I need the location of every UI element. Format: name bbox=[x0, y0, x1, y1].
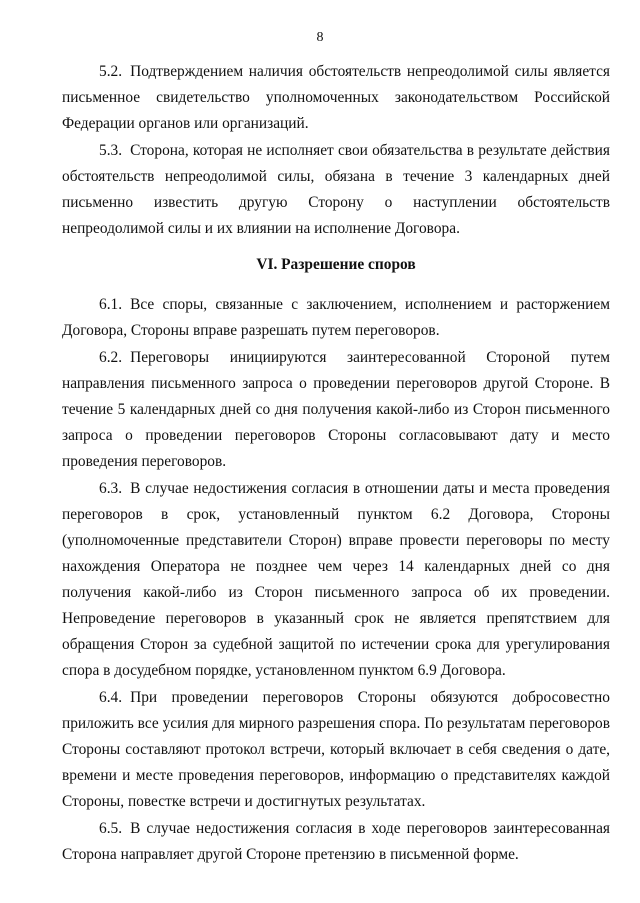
paragraph-text: Сторона, которая не исполняет свои обязательства в результате действия обстоятельств непреодолимой силы, обязана в течение 3 календарных дней письменно известить другую Сторону о наступлении обстоятельств непреодолимой силы и их влиянии на исполнение Договора. bbox=[62, 142, 610, 237]
paragraph-6-4 bbox=[62, 685, 610, 815]
page-number: 8 bbox=[316, 30, 324, 45]
paragraph-6-2 bbox=[62, 345, 610, 475]
paragraph-text: При проведении переговоров Стороны обязуются добросовестно приложить все усилия для мирного разрешения спора. По результатам переговоров Стороны составляют протокол встречи, который включает в себя сведения о дате, времени и месте проведения переговоров, информацию о представителях каждой Стороны, повестке встречи и достигнутых результатах. bbox=[62, 689, 610, 810]
paragraph-number: 6.3. bbox=[99, 480, 123, 497]
paragraph-6-1 bbox=[62, 292, 610, 344]
paragraph-text: Подтверждением наличия обстоятельств непреодолимой силы является письменное свидетельство уполномоченных законодательством Российской Федерации органов или организаций. bbox=[62, 63, 610, 132]
paragraph-6-3 bbox=[62, 476, 610, 684]
paragraph-text: Все споры, связанные с заключением, исполнением и расторжением Договора, Стороны вправе разрешать путем переговоров. bbox=[62, 296, 610, 339]
paragraph-5-2 bbox=[62, 59, 610, 137]
paragraph-number: 6.1. bbox=[99, 296, 123, 313]
paragraph-6-5 bbox=[62, 816, 610, 868]
paragraph-text: В случае недостижения согласия в ходе переговоров заинтересованная Сторона направляет другой Стороне претензию в письменной форме. bbox=[62, 820, 610, 863]
section-title: VI. Разрешение споров bbox=[256, 256, 416, 273]
paragraph-text: Переговоры инициируются заинтересованной Стороной путем направления письменного запроса о проведении переговоров другой Стороне. В течение 5 календарных дней со дня получения какой-либо из Сторон письменного запроса о проведении переговоров Стороны согласовывают дату и место проведения переговоров. bbox=[62, 349, 610, 470]
paragraph-number: 5.3. bbox=[99, 142, 123, 159]
paragraph-5-3 bbox=[62, 138, 610, 242]
paragraph-number: 6.2. bbox=[99, 349, 123, 366]
paragraph-number: 5.2. bbox=[99, 63, 123, 80]
paragraph-text: В случае недостижения согласия в отношении даты и места проведения переговоров в срок, установленный пунктом 6.2 Договора, Стороны (уполномоченные представители Сторон) вправе провести переговоры по месту нахождения Оператора не позднее чем через 14 календарных дней со дня получения какой-либо из Сторон письменного запроса об их проведении. Непроведение переговоров в указанный срок не является препятствием для обращения Сторон за судебной защитой по истечении срока для урегулирования спора в досудебном порядке, установленном пунктом 6.9 Договора. bbox=[62, 480, 610, 679]
paragraph-number: 6.5. bbox=[99, 820, 123, 837]
paragraph-number: 6.4. bbox=[99, 689, 123, 706]
document-body bbox=[62, 59, 610, 869]
